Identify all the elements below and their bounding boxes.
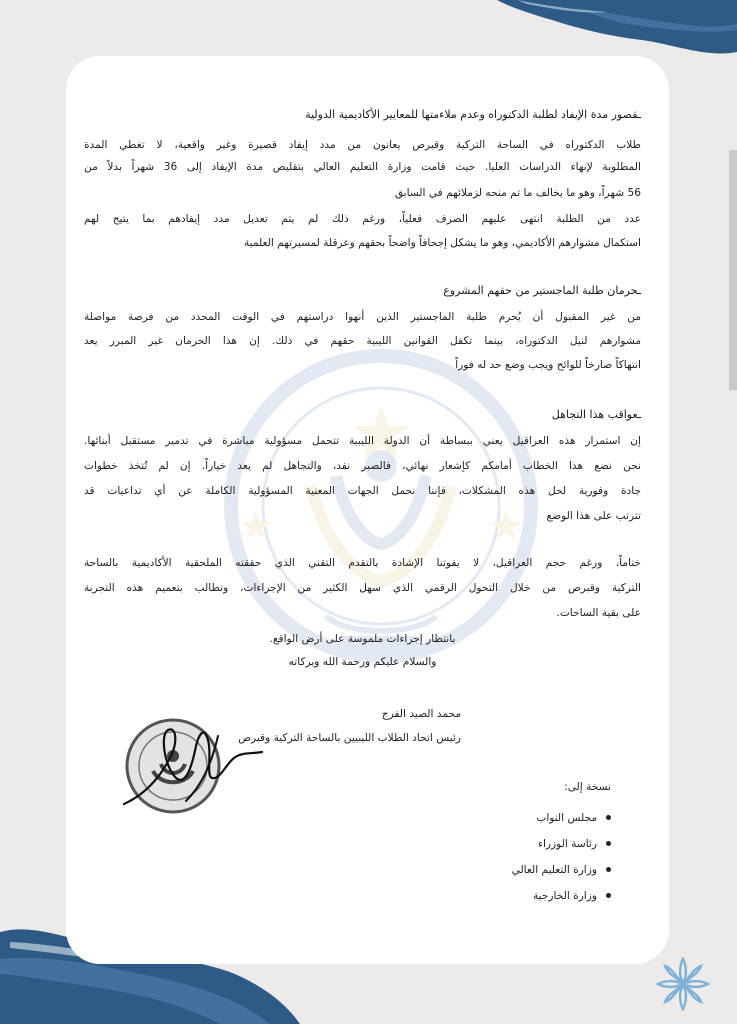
section-1-heading: ـقصور مدة الإيفاد لطلبة الدكتوراه وعدم ملاءمتها للمعايير الأكاديمية الدولية (305, 108, 641, 121)
conclusion-line: على بقية الساحات. (556, 607, 641, 619)
section-1-line: 56 شهراً، وهو ما يخالف ما تم منحه لزملائهم في السابق (394, 187, 641, 199)
cc-list (512, 811, 611, 915)
section-2-line: انتهاكاً صارخاً للوائح ويجب وضع حد له فوراً (455, 359, 641, 371)
section-2-heading: ـحرمان طلبة الماجستير من حقهم المشروع (443, 284, 641, 297)
bullet-icon (606, 841, 611, 846)
cc-item: رئاسة الوزراء (512, 837, 611, 863)
brush-stroke-top-right (457, 0, 737, 60)
section-2-line: من غير المقبول أن يُحرم طلبة الماجستير الذين أنهوا دراستهم في الوقت المحدد من فرصة مواصلة (84, 311, 641, 323)
closing-line: بانتظار إجراءات ملموسة على أرض الواقع. (269, 633, 456, 645)
section-3-line: نحن نضع هذا الخطاب أمامكم كإشعار نهائي، فالصبر نفد، والتجاهل لم يعد خياراً. إن لم تُتخذ خطوات (84, 460, 641, 472)
bullet-icon (606, 867, 611, 872)
section-1-line: المطلوبة لإنهاء الدراسات العليا. حيث قامت وزارة التعليم العالي بتقليص مدة الإيفاد إلى 36 شهراً بدلاً من (84, 161, 641, 173)
section-3-line: جادة وفورية لحل هذه المشكلات، فإننا نحمل الجهات المعنية المسؤولية الكاملة عن أي تداعيات قد (84, 485, 641, 497)
greeting-line: والسلام عليكم ورحمة الله وبركاته (288, 656, 437, 668)
snowflake-flower-icon (654, 955, 712, 1013)
cc-item: وزارة الخارجية (512, 889, 611, 915)
cc-label: نسخة إلى: (564, 781, 611, 793)
letter-sheet (66, 56, 669, 964)
signatory-name: محمد الصيد الفرج (381, 708, 461, 720)
bullet-icon (606, 815, 611, 820)
handwritten-signature (116, 706, 266, 816)
cc-item: مجلس النواب (512, 811, 611, 837)
conclusion-line: التركية وقبرص من خلال التحول الرقمي الذي سهل الكثير من الإجراءات، ونطالب بتعميم هذه التجربة (84, 582, 641, 594)
side-stripe-top (729, 150, 737, 390)
bullet-icon (606, 893, 611, 898)
cc-item: وزارة التعليم العالي (512, 863, 611, 889)
signatory-title: رئيس اتحاد الطلاب الليبيين بالساحة التركية وقبرص (238, 732, 461, 744)
section-3-heading: ـعواقب هذا التجاهل (551, 408, 641, 421)
section-1-line: عدد من الطلبة انتهى عليهم الصرف فعلياً، ورغم ذلك لم يتم تعديل مدد إيفادهم بما يتيح لهم (84, 213, 641, 225)
section-3-line: تترتب على هذا الوضع (546, 510, 641, 522)
section-2-line: مشوارهم لنيل الدكتوراه، بينما تكفل القوانين الليبية حقهم في ذلك. إن هذا الحرمان غير المبرر يعد (84, 335, 641, 347)
section-1-line: استكمال مشوارهم الأكاديمي، وهو ما يشكل إجحافاً واضحاً بحقهم وعرقلة لمسيرتهم العلمية (244, 237, 641, 249)
section-1-line: طلاب الدكتوراه في الساحة التركية وقبرص يعانون من مدد إيفاد قصيرة وغير واقعية، لا تغطي المدة (84, 139, 641, 151)
conclusion-line: ختاماً، ورغم حجم العراقيل، لا يفوتنا الإشادة بالتقدم التقني الذي حققته الملحقية الأكاديمية بالساحة (84, 557, 641, 569)
union-logo-watermark (216, 336, 546, 736)
section-3-line: إن استمرار هذه العراقيل يعني ببساطة أن الدولة الليبية تتحمل مسؤولية مباشرة في تدمير مستقبل أبنائها. (84, 435, 641, 447)
